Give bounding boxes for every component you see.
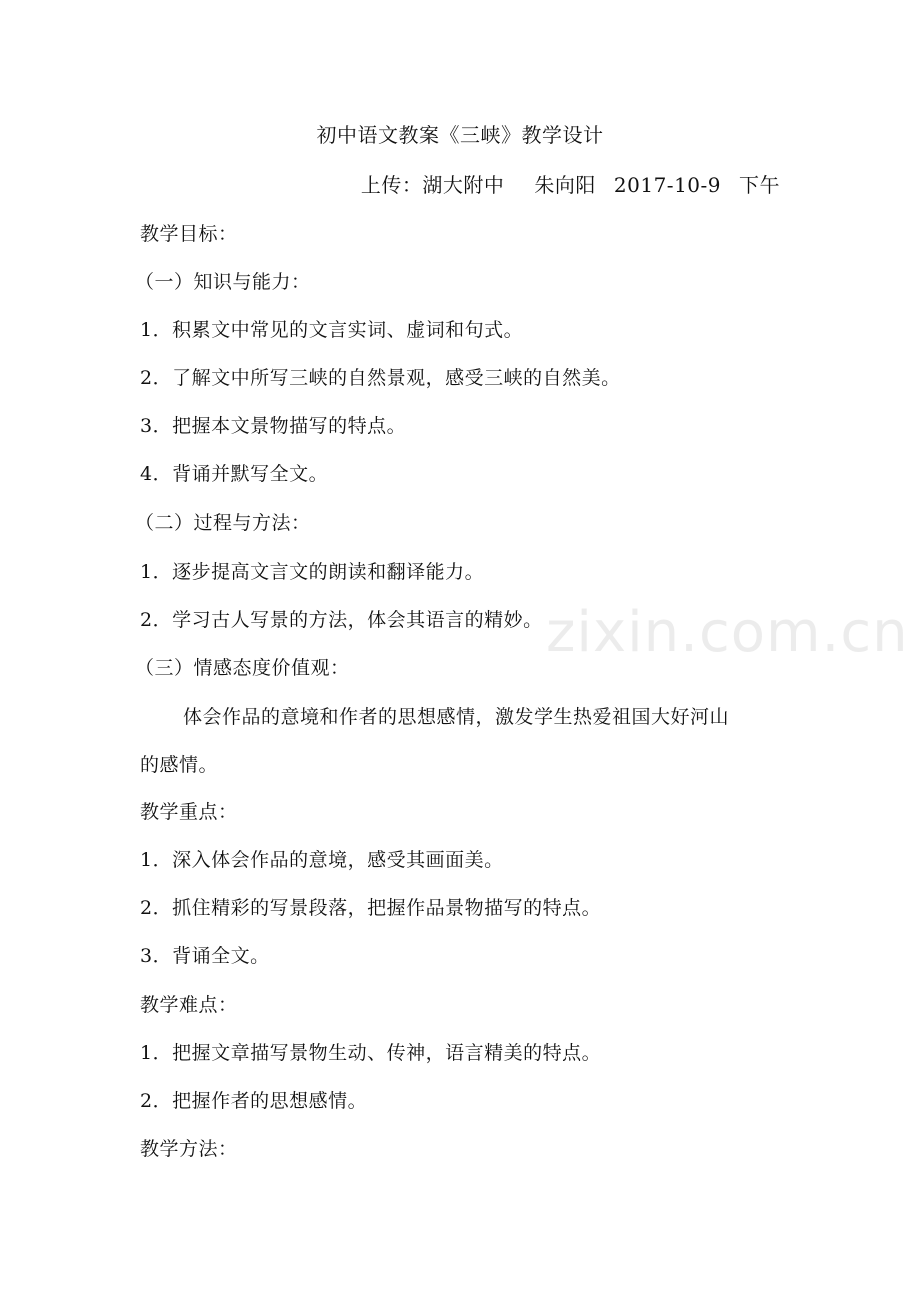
list-item: 1．深入体会作品的意境，感受其画面美。 bbox=[140, 849, 504, 871]
upload-date: 2017-10-9 bbox=[613, 173, 721, 197]
list-item: 2．学习古人写景的方法，体会其语言的精妙。 bbox=[140, 609, 543, 631]
upload-info bbox=[361, 173, 780, 197]
list-item: 1．把握文章描写景物生动、传神，语言精美的特点。 bbox=[140, 1042, 602, 1064]
list-item: 3．把握本文景物描写的特点。 bbox=[140, 415, 407, 437]
section-heading-difficulties: 教学难点： bbox=[140, 994, 238, 1016]
watermark: zixin.com.cn bbox=[546, 600, 909, 665]
section-heading-objectives: 教学目标： bbox=[140, 223, 238, 245]
paragraph-line: 的感情。 bbox=[140, 754, 219, 776]
list-item: 2．把握作者的思想感情。 bbox=[140, 1090, 368, 1112]
list-item: 2．抓住精彩的写景段落，把握作品景物描写的特点。 bbox=[140, 897, 602, 919]
upload-time: 下午 bbox=[739, 173, 780, 197]
list-item: 2．了解文中所写三峡的自然景观，感受三峡的自然美。 bbox=[140, 367, 621, 389]
list-item: 4．背诵并默写全文。 bbox=[140, 463, 329, 485]
list-item: 3．背诵全文。 bbox=[140, 945, 270, 967]
document-title: 初中语文教案《三峡》教学设计 bbox=[316, 123, 604, 147]
section-heading-key-points: 教学重点： bbox=[140, 801, 238, 823]
subsection-process: （二）过程与方法： bbox=[135, 512, 311, 534]
uploader: 上传：湖大附中 bbox=[360, 173, 505, 197]
subsection-knowledge: （一）知识与能力： bbox=[135, 271, 311, 293]
list-item: 1．积累文中常见的文言实词、虚词和句式。 bbox=[140, 319, 524, 341]
section-heading-methods: 教学方法： bbox=[140, 1138, 238, 1160]
paragraph-line: 体会作品的意境和作者的思想感情，激发学生热爱祖国大好河山 bbox=[183, 706, 730, 728]
subsection-attitude: （三）情感态度价值观： bbox=[135, 657, 350, 679]
author: 朱向阳 bbox=[534, 173, 596, 197]
list-item: 1．逐步提高文言文的朗读和翻译能力。 bbox=[140, 561, 485, 583]
